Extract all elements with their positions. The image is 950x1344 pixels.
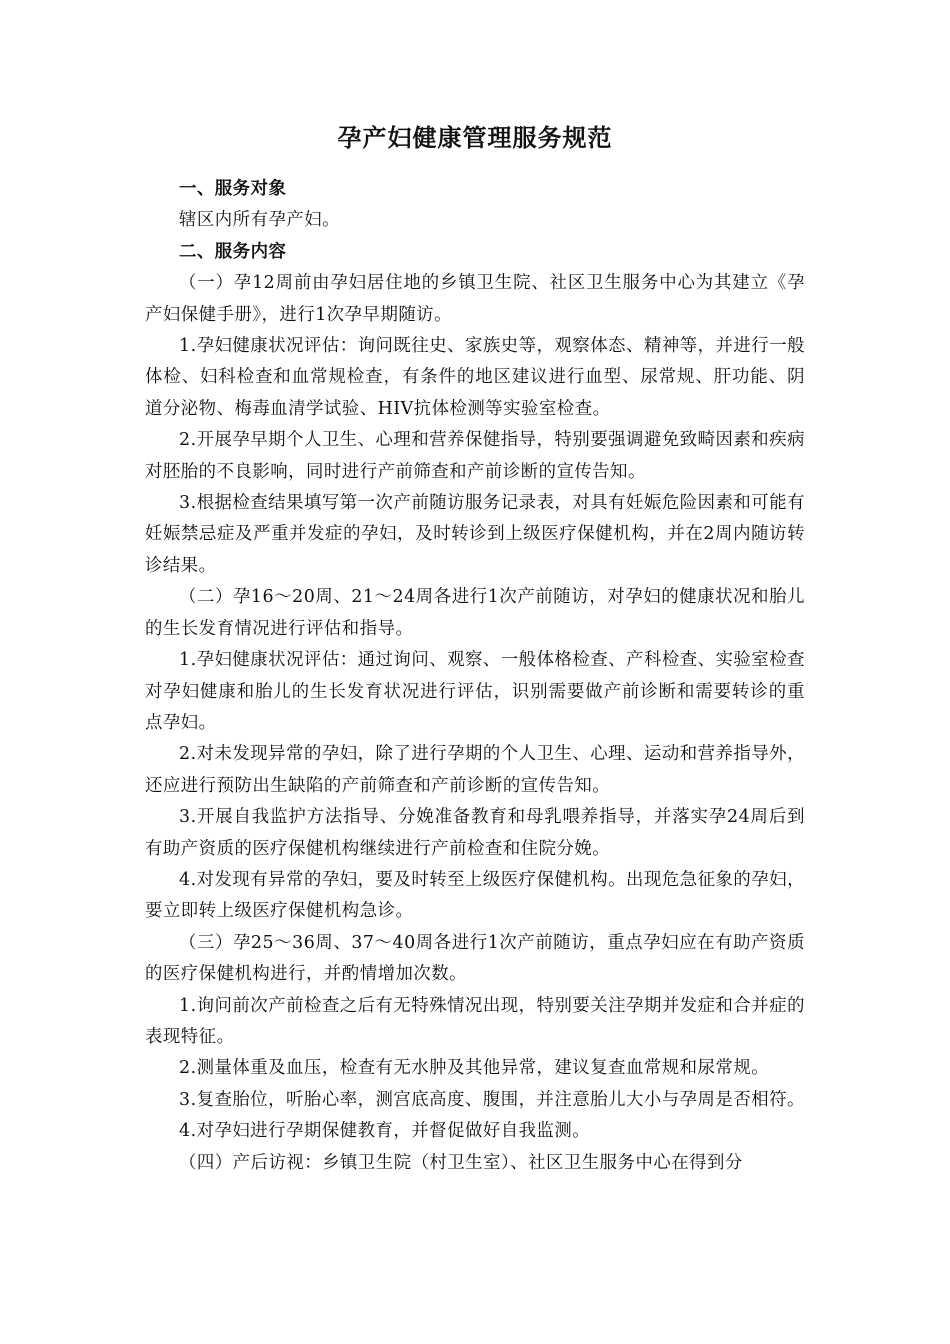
paragraph: 2.对未发现异常的孕妇，除了进行孕期的个人卫生、心理、运动和营养指导外，还应进行预防出生缺陷的产前筛查和产前诊断的宣传告知。 — [145, 744, 805, 796]
section-heading: 一、服务对象 — [179, 179, 287, 199]
paragraph: 2.开展孕早期个人卫生、心理和营养保健指导，特别要强调避免致畸因素和疾病对胚胎的不良影响，同时进行产前筛查和产前诊断的宣传告知。 — [145, 430, 805, 482]
paragraph: 3.复查胎位，听胎心率，测宫底高度、腹围，并注意胎儿大小与孕周是否相符。 — [179, 1089, 805, 1110]
paragraph: 1.孕妇健康状况评估：询问既往史、家族史等，观察体态、精神等，并进行一般体检、妇科检查和血常规检查，有条件的地区建议进行血型、尿常规、肝功能、阴道分泌物、梅毒血清学试验、HIV抗体检测等实验室检查。 — [145, 336, 805, 419]
paragraph: （三）孕25～36周、37～40周各进行1次产前随访，重点孕妇应在有助产资质的医疗保健机构进行，并酌情增加次数。 — [145, 932, 805, 985]
paragraph: 2.测量体重及血压，检查有无水肿及其他异常，建议复查血常规和尿常规。 — [179, 1058, 770, 1079]
paragraph: 3.根据检查结果填写第一次产前随访服务记录表，对具有妊娠危险因素和可能有妊娠禁忌症及严重并发症的孕妇，及时转诊到上级医疗保健机构，并在2周内随访转诊结果。 — [145, 493, 805, 576]
section-heading: 二、服务内容 — [179, 241, 287, 262]
paragraph: 1.孕妇健康状况评估：通过询问、观察、一般体格检查、产科检查、实验室检查对孕妇健康和胎儿的生长发育状况进行评估，识别需要做产前诊断和需要转诊的重点孕妇。 — [145, 650, 805, 733]
paragraph: 1.询问前次产前检查之后有无特殊情况出现，特别要关注孕期并发症和合并症的表现特征。 — [145, 995, 805, 1047]
paragraph: （二）孕16～20周、21～24周各进行1次产前随访，对孕妇的健康状况和胎儿的生长发育情况进行评估和指导。 — [145, 587, 805, 639]
paragraph: 辖区内所有孕产妇。 — [179, 210, 341, 231]
document-title: 孕产妇健康管理服务规范 — [337, 124, 613, 152]
paragraph: 3.开展自我监护方法指导、分娩准备教育和母乳喂养指导，并落实孕24周后到有助产资质的医疗保健机构继续进行产前检查和住院分娩。 — [145, 807, 805, 859]
document-body — [145, 174, 805, 1179]
paragraph: 4.对孕妇进行孕期保健教育，并督促做好自我监测。 — [179, 1121, 591, 1142]
paragraph: （四）产后访视：乡镇卫生院（村卫生室）、社区卫生服务中心在得到分 — [179, 1152, 743, 1173]
paragraph: （一）孕12周前由孕妇居住地的乡镇卫生院、社区卫生服务中心为其建立《孕产妇保健手册》，进行1次孕早期随访。 — [145, 273, 805, 325]
paragraph: 4.对发现有异常的孕妇，要及时转至上级医疗保健机构。出现危急征象的孕妇，要立即转上级医疗保健机构急诊。 — [145, 869, 805, 922]
